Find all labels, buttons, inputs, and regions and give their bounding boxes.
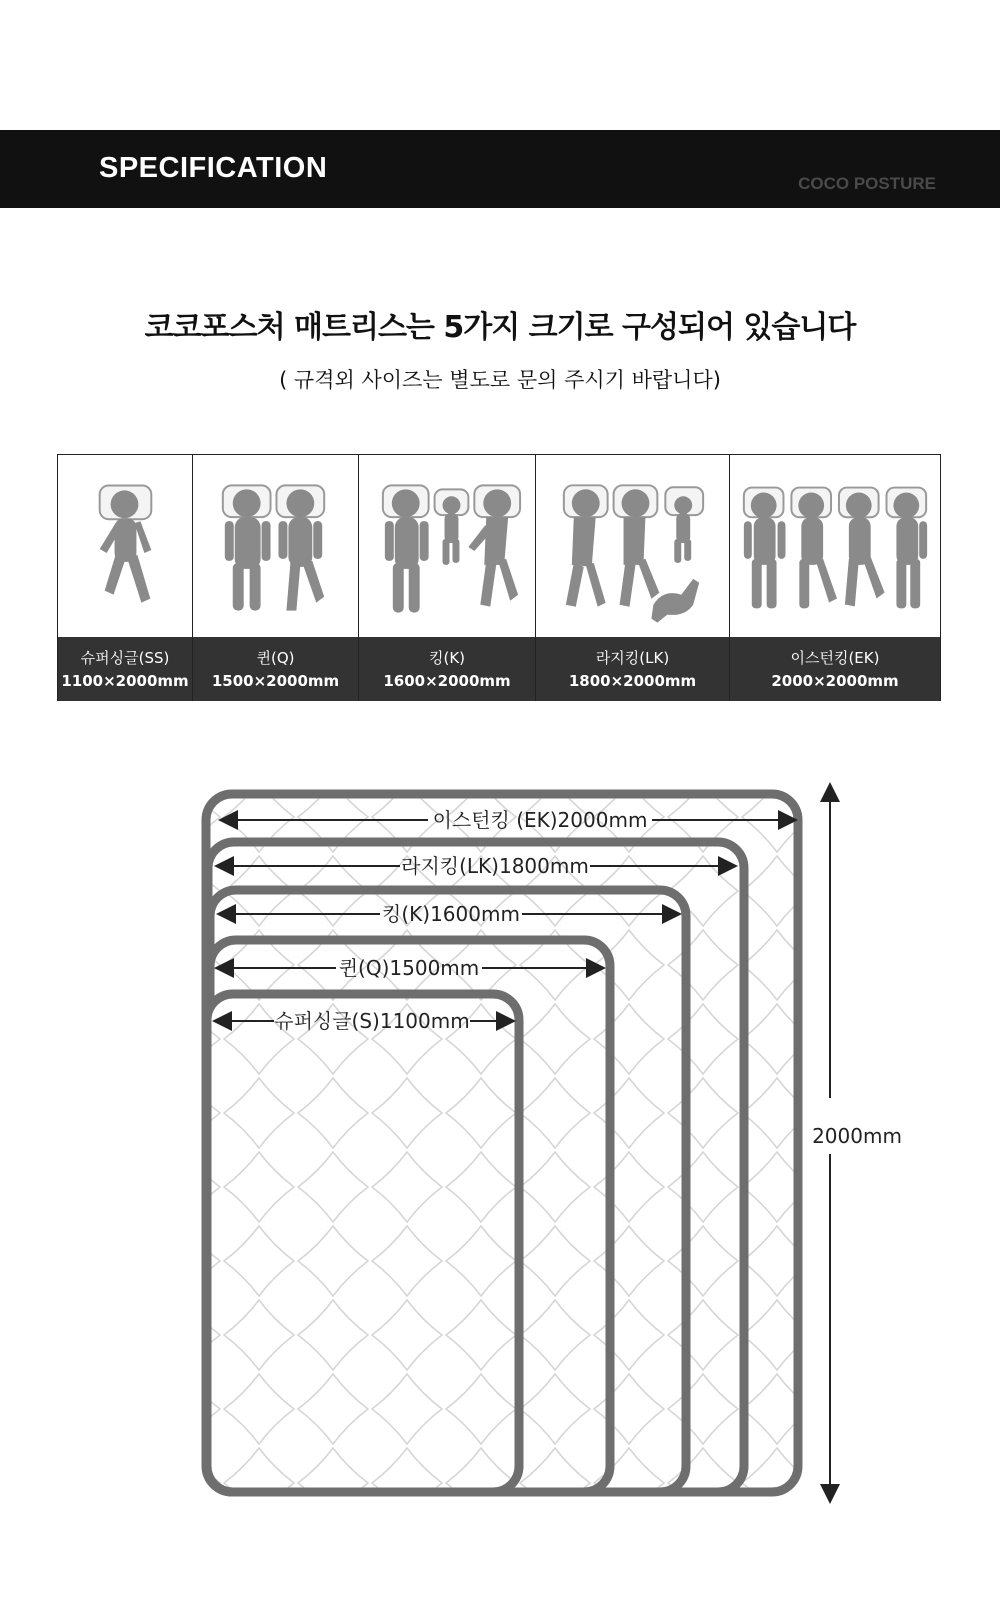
- size-name: 이스턴킹(EK): [790, 649, 880, 667]
- page-title: SPECIFICATION: [99, 152, 328, 184]
- four-sleepers-icon: [730, 454, 940, 638]
- brand-name: COCO POSTURE: [798, 174, 936, 193]
- size-label: [536, 637, 729, 701]
- size-name: 퀸(Q): [256, 649, 295, 667]
- length-label: 2000mm: [812, 1124, 902, 1148]
- subline: ( 규격외 사이즈는 별도로 문의 주시기 바랍니다): [279, 368, 721, 392]
- width-label-ek: 이스턴킹 (EK)2000mm: [432, 808, 648, 832]
- one-sleeper-icon: [58, 454, 192, 638]
- width-label-q: 퀸(Q)1500mm: [338, 956, 480, 980]
- size-cell-k: [358, 454, 535, 701]
- mattress-s: [207, 994, 519, 1492]
- size-cell-ek: [729, 454, 941, 701]
- size-name: 킹(K): [428, 649, 466, 667]
- size-dimension: 1600×2000mm: [383, 672, 511, 690]
- header-banner: [0, 130, 1000, 208]
- two-adults-child-icon: [359, 454, 535, 638]
- size-name: 라지킹(LK): [595, 649, 670, 667]
- size-dimension: 1800×2000mm: [568, 672, 697, 690]
- width-label-k: 킹(K)1600mm: [382, 902, 520, 926]
- size-label: [193, 637, 358, 701]
- size-label: [58, 637, 192, 701]
- size-cell-lk: [535, 454, 729, 701]
- size-cell-ss: [57, 454, 192, 701]
- size-dimension: 1500×2000mm: [211, 672, 340, 690]
- size-dimension: 1100×2000mm: [61, 672, 189, 690]
- mattress-size-diagram: [0, 780, 1000, 1520]
- size-cell-q: [192, 454, 358, 701]
- size-label: [730, 637, 940, 701]
- size-label: [359, 637, 535, 701]
- width-label-s: 슈퍼싱글(S)1100mm: [274, 1009, 470, 1033]
- headline: 코코포스처 매트리스는 5가지 크기로 구성되어 있습니다: [144, 310, 856, 345]
- family-with-dog-icon: [536, 454, 729, 638]
- size-table: [57, 454, 941, 701]
- two-sleepers-icon: [193, 454, 358, 638]
- size-name: 슈퍼싱글(SS): [80, 649, 170, 667]
- size-dimension: 2000×2000mm: [771, 672, 899, 690]
- width-label-lk: 라지킹(LK)1800mm: [401, 854, 589, 878]
